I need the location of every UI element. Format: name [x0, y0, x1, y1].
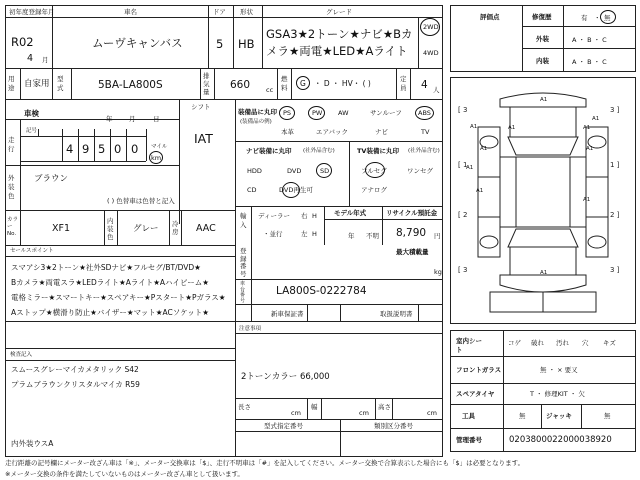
mileage-digit-1: 9 — [82, 142, 90, 156]
navi-cd: CD — [247, 186, 257, 194]
jack-value: 無 — [604, 412, 611, 420]
import-left: 左 — [301, 230, 308, 238]
cc-unit: cc — [266, 86, 274, 94]
mileage-digit-0: 4 — [66, 142, 74, 156]
equip-pw: PW — [312, 109, 323, 117]
svg-text:1 ]: 1 ] — [610, 161, 620, 169]
color-code-label: カラー No. — [7, 217, 19, 237]
model-value: 5BA-LA800S — [98, 79, 163, 91]
manual: 取扱説明書 — [380, 310, 413, 318]
footer-line-2: ※メーター交換の条件を満たしていないものはメーター改ざん車として扱います。 — [5, 470, 244, 478]
front-glass-value: 無 ・ × 要又 — [540, 366, 578, 374]
interior-grade-label: 内装 — [536, 57, 549, 65]
damage-label-3: A1 — [470, 124, 478, 130]
equip-leather: 本革 — [281, 128, 294, 136]
sales-line-3: 電格ミラー★スマートキー★スペアキー★Pスタート★Pガラス★ — [11, 293, 226, 302]
class-number-label: 類別区分番号 — [374, 422, 413, 430]
navi-sd: SD — [320, 167, 330, 175]
interior-grades: A ・ B ・ C — [572, 58, 607, 66]
insp-month: 月 — [129, 115, 136, 123]
seat-scratch: キズ — [603, 339, 616, 347]
inspector-label: 検査記入 — [10, 352, 33, 358]
displacement: 660 — [230, 79, 251, 91]
repair-sep: ・ — [594, 14, 601, 22]
shape: HB — [238, 37, 255, 51]
svg-text:[ 1: [ 1 — [458, 161, 468, 169]
notes-label: 注意事項 — [239, 326, 262, 332]
dim-length: 長さ — [238, 403, 251, 411]
svg-text:2 ]: 2 ] — [610, 211, 620, 219]
grade-line2: メラ★両電★LED★Aライト — [266, 44, 408, 58]
damage-label-10: A1 — [583, 197, 591, 203]
import-label: 輸入 — [240, 212, 247, 229]
inspection-title: 車検 — [24, 109, 39, 118]
svg-text:3 ]: 3 ] — [610, 106, 620, 114]
front-glass-label: フロントガラス — [456, 366, 502, 374]
tv-analog: アナログ — [361, 186, 387, 194]
doors: 5 — [216, 37, 224, 51]
tv-oneseg: ワンセグ — [407, 167, 433, 175]
damage-label-6: A1 — [480, 146, 488, 152]
two-tone-note: 2トーンカラー 66,000 — [241, 372, 330, 382]
seat-burn: コゲ — [508, 339, 521, 347]
sales-line-1: スマアシ3★2トーン★社外SDナビ★フルセグ/BT/DVD★ — [11, 263, 201, 272]
interior-color-label: 内装色 — [107, 217, 114, 241]
svg-text:[ 2: [ 2 — [458, 211, 468, 219]
ac-value: AAC — [196, 223, 216, 234]
damage-label-7: A1 — [586, 146, 594, 152]
mileage-unit-mile: マイル — [151, 144, 168, 150]
shift-value: IAT — [194, 131, 213, 146]
exterior-grades: A ・ B ・ C — [572, 36, 607, 44]
equip-airbag: エアバック — [316, 128, 348, 136]
dim-height-cm: cm — [427, 409, 437, 417]
repair-no: 無 — [604, 14, 611, 22]
mileage-label: 走行 — [8, 136, 15, 153]
car-diagram — [450, 77, 636, 324]
recycle-unit: 円 — [434, 232, 441, 240]
tools-value: 無 — [519, 412, 526, 420]
equip-tv: TV — [421, 128, 430, 136]
dim-length-cm: cm — [291, 409, 301, 417]
import-h2: H — [312, 230, 317, 238]
svg-text:[ 3: [ 3 — [458, 106, 468, 114]
max-load-unit: kg — [434, 268, 442, 276]
capacity: 4 — [421, 79, 428, 91]
equipment-subtitle: (装備品の例) — [240, 119, 272, 125]
car-name: ムーヴキャンバス — [92, 36, 183, 50]
navi-dvd: DVD — [287, 167, 302, 175]
mileage-digit-4: 0 — [131, 142, 139, 156]
navi-dvd-play: DVD再生可 — [279, 186, 313, 194]
color-value: ブラウン — [34, 174, 69, 184]
interior-note: 内外装ウスA — [11, 439, 54, 448]
chassis-label: 車台番号 — [240, 281, 246, 304]
insp-year: 年 — [106, 115, 113, 123]
import-dealer: ディーラー — [258, 212, 290, 220]
recycle-value: 8,790 — [396, 227, 427, 239]
exterior-grade-label: 外装 — [536, 35, 549, 43]
month-unit: 月 — [42, 56, 49, 64]
equip-ps: PS — [283, 109, 292, 117]
seat-tear: 破れ — [531, 339, 544, 347]
dim-height: 高さ — [378, 403, 391, 411]
dim-width: 幅 — [311, 403, 318, 411]
mileage-digit-3: 0 — [114, 142, 122, 156]
model-label: 型式 — [57, 75, 64, 92]
tv-fullseg: フルセグ — [361, 167, 387, 175]
seat-hole: 穴 — [582, 339, 589, 347]
navi-note: (社外品含む) — [303, 148, 335, 154]
sales-line-4: Aストップ★横滑り防止★バイザー★マット★ACソケット★ — [11, 308, 210, 317]
svg-text:3 ]: 3 ] — [610, 266, 620, 274]
equipment-title: 装備品に丸印 — [238, 108, 277, 116]
repair-yes: 有 — [581, 14, 588, 22]
dim-width-cm: cm — [359, 409, 369, 417]
ac-label: 冷房 — [172, 220, 179, 236]
spare-tire-label: スペアタイヤ — [456, 390, 495, 398]
drive-4wd: 4WD — [423, 49, 439, 57]
model-year-unknown: 不明 — [366, 232, 379, 240]
fuel-g: G — [300, 79, 306, 88]
reg-month: 4 — [27, 53, 34, 64]
model-year-label: モデル年式 — [334, 209, 367, 217]
navi-hdd: HDD — [247, 167, 262, 175]
reg-year: R02 — [11, 35, 34, 49]
equip-navi: ナビ — [375, 128, 388, 136]
import-h1: H — [312, 212, 317, 220]
reg-year-label: 初年度登録年月 — [9, 8, 55, 16]
color-code: XF1 — [52, 223, 71, 234]
fuel-other: ・ D ・ HV・ ( ) — [314, 79, 371, 88]
grade-line1: GSA3★2トーン★ナビ★Bカ — [266, 27, 413, 41]
use-value: 自家用 — [24, 79, 50, 89]
shape-label: 形状 — [240, 8, 253, 16]
damage-label-2: A1 — [592, 116, 600, 122]
displacement-label: 排気量 — [203, 72, 210, 96]
mgmt-value: 0203800022000038920 — [509, 435, 612, 445]
equip-aw: AW — [338, 109, 349, 117]
capacity-label: 定員 — [400, 75, 407, 92]
mileage-digit-2: 5 — [98, 142, 106, 156]
color-label: 外装色 — [8, 174, 15, 200]
model-year-unit: 年 — [348, 232, 355, 240]
new-car-warranty: 新車保証書 — [271, 310, 304, 318]
sales-line-2: Bカメラ★両電スラ★LEDライト★Aライト★Aハイビーム★ — [11, 278, 209, 287]
equip-sunroof: サンルーフ — [370, 109, 402, 117]
svg-text:[ 3: [ 3 — [458, 266, 468, 274]
import-parallel: ・並行 — [263, 230, 283, 238]
score-label: 評価点 — [480, 13, 500, 21]
import-right: 右 — [301, 212, 308, 220]
digits-label: 記号 — [26, 128, 38, 134]
interior-seat-label: 室内シート — [456, 337, 482, 354]
inspector-line-1: スムースグレーマイカメタリック S42 — [11, 365, 139, 374]
reg-number-label: 登録番号 — [240, 247, 247, 278]
use-label: 用途 — [8, 75, 15, 92]
repair-label: 修復歴 — [532, 13, 552, 21]
max-load-label: 最大積載量 — [396, 248, 429, 256]
damage-label-1: A1 — [540, 97, 548, 103]
damage-label-11: A1 — [540, 270, 548, 276]
inspector-line-2: プラムブラウンクリスタルマイカ R59 — [11, 380, 140, 389]
type-number-label: 型式指定番号 — [264, 422, 303, 430]
recycle-label: リサイクル預託金 — [386, 209, 438, 217]
spare-tire-value: T ・ 修理KIT ・ 欠 — [530, 390, 585, 398]
interior-color: グレー — [133, 224, 159, 234]
mgmt-label: 管理番号 — [456, 436, 482, 444]
damage-label-5: A1 — [583, 125, 591, 131]
tv-title: TV装備に丸印 — [357, 147, 399, 155]
person-unit: 人 — [433, 86, 440, 94]
footer-line-1: 走行距離の記号欄にメーター改ざん車は「※」、メーター交換車は「$」、走行不明車は「#」を記入してください。メーター交換で合算表示した場合にも「$」は必要となります。 — [5, 459, 525, 467]
tools-label: 工具 — [462, 412, 475, 420]
tv-note: (社外品含む) — [408, 148, 440, 154]
sales-points-label: セールスポイント — [10, 248, 54, 254]
grade-label: グレード — [326, 8, 352, 16]
fuel-label: 燃料 — [281, 75, 288, 92]
mileage-unit-km: km — [151, 154, 162, 162]
shift-label: シフト — [191, 103, 211, 111]
navi-title: ナビ装備に丸印 — [246, 147, 292, 155]
color-note: ( ) 色替車は色替と記入 — [107, 197, 175, 205]
chassis-number: LA800S-0222784 — [276, 285, 367, 297]
seat-dirt: 汚れ — [556, 339, 569, 347]
insp-day: 日 — [153, 115, 160, 123]
drive-2wd: 2WD — [423, 23, 439, 31]
equip-abs: ABS — [418, 109, 431, 117]
car-name-label: 車名 — [124, 8, 137, 16]
damage-label-4: A1 — [508, 125, 516, 131]
doors-label: ドア — [213, 8, 226, 16]
damage-label-8: A1 — [466, 165, 474, 171]
jack-label: ジャッキ — [546, 412, 572, 420]
damage-label-9: A1 — [476, 188, 484, 194]
